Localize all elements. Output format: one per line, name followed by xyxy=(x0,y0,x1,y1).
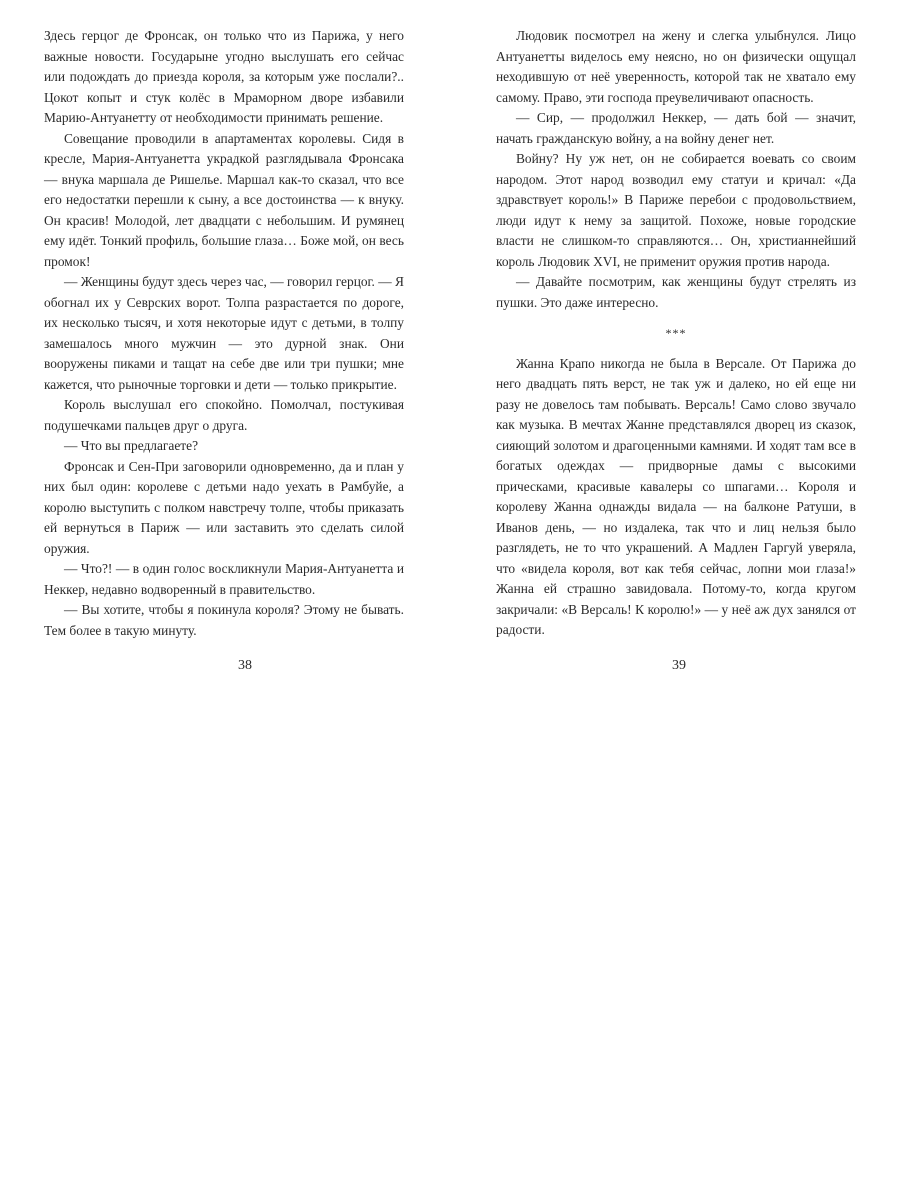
page-number-right: 39 xyxy=(672,658,686,673)
paragraph: — Что вы предлагаете? xyxy=(64,438,199,453)
paragraph: — Давайте посмотрим, как женщины будут стрелять из пушки. Это даже интересно. xyxy=(496,274,856,310)
paragraph: Совещание проводили в апартаментах королевы. Сидя в кресле, Мария-Антуанетта украдкой разглядывала Фронсака — внука маршала де Ришелье. Маршал как-то сказал, что все его недостатки перешли к сыну, а все достоинства — к внуку. Он красив! Молодой, лет двадцати с небольшим. И румянец ему идёт. Тонкий профиль, большие глаза… Боже мой, он весь промок! xyxy=(44,130,404,269)
paragraph: Людовик посмотрел на жену и слегка улыбнулся. Лицо Антуанетты виделось ему неясно, но он физически ощущал неходившую от неё уверенность, которой так не хватало ему самому. Право, эти господа преувеличивают опасность. xyxy=(496,28,856,105)
paragraph: Жанна Крапо никогда не была в Версале. От Парижа до него двадцать пять верст, не так уж и далеко, но ей еще ни разу не довелось там побывать. Версаль! Само слово звучало как музыка. В мечтах Жанне представлялся дворец из сказок, сияющий золотом и драгоценными камнями. И ходят там все в богатых одеждах — придворные дамы с высокими прическами, красивые кавалеры со шпагами… Короля и королеву Жанна однажды видала — на балконе Ратуши, в Иванов день, — но издалека, так что и лиц нельзя было разглядеть, не то что украшений. А Мадлен Гаргуй уверяла, что «видела короля, вот как тебя сейчас, лопни мои глаза!» Жанна ей страшно завидовала. Потому-то, когда кругом закричали: «В Версаль! К королю!» — у неё аж дух занялся от радости. xyxy=(496,355,856,637)
paragraph: — Что?! — в один голос воскликнули Мария-Антуанетта и Неккер, недавно водворенный в правительство. xyxy=(44,561,404,597)
paragraph: Фронсак и Сен-При заговорили одновременно, да и план у них был один: королеве с детьми надо уехать в Рамбуйе, а королю выступить с полком навстречу толпе, чтобы приказать ей вернуться в Париж — или заставить это сделать силой оружия. xyxy=(44,458,404,556)
paragraph: — Сир, — продолжил Неккер, — дать бой — значит, начать гражданскую войну, а на войну денег нет. xyxy=(496,110,856,146)
paragraph: — Женщины будут здесь через час, — говорил герцог. — Я обогнал их у Севрских ворот. Толпа разрастается по дороге, их несколько тысяч, и хотя некоторые идут с детьми, в толпу замешалось много мужчин — это дурной знак. Они вооружены пиками и тащат на себе две или три пушки; мне кажется, что рыночные торговки и дети — только прикрытие. xyxy=(44,274,404,392)
paragraph: — Вы хотите, чтобы я покинула короля? Этому не бывать. Тем более в такую минуту. xyxy=(44,602,404,638)
paragraph: Здесь герцог де Фронсак, он только что из Парижа, у него важные новости. Государыне угодно выслушать его сейчас или подождать до приезда короля, за которым уже послали?.. Цокот копыт и стук колёс в Мраморном дворе избавили Марию-Антуанетту от необходимости принимать решение. xyxy=(44,28,404,125)
left-page xyxy=(44,26,404,641)
section-separator: *** xyxy=(665,326,687,340)
right-page xyxy=(496,26,856,641)
paragraph: Войну? Ну уж нет, он не собирается воевать со своим народом. Этот народ возводил ему статуи и кричал: «Да здравствует король!» В Париже перебои с продовольствием, люди идут к нему за защитой. Похоже, новые городские власти не слишком-то справляются… Он, христианнейший король Людовик XVI, не применит оружия против народа. xyxy=(496,151,856,269)
page-number-left: 38 xyxy=(238,658,252,673)
paragraph: Король выслушал его спокойно. Помолчал, постукивая подушечками пальцев друг о друга. xyxy=(44,397,404,433)
